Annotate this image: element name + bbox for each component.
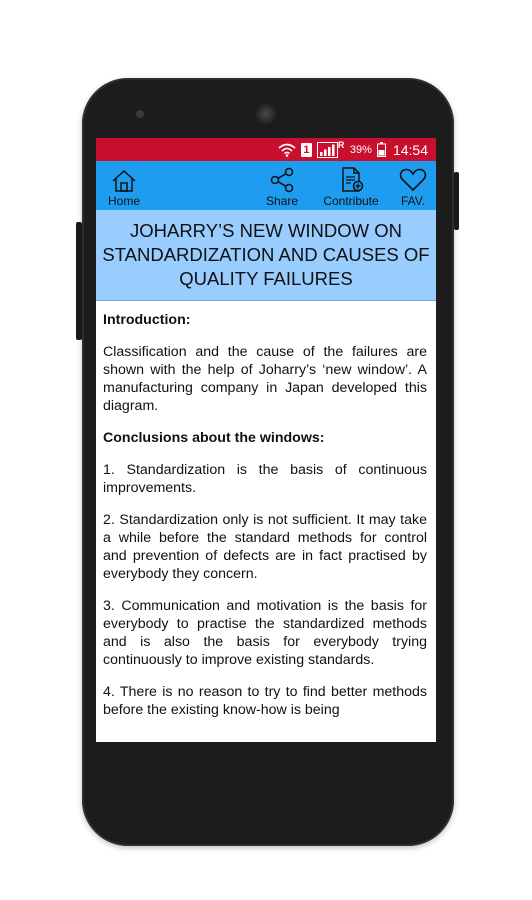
contribute-button[interactable] [318,167,384,208]
fav-label: FAV. [400,194,426,208]
home-label: Home [107,194,140,208]
share-button[interactable] [263,167,301,208]
favorite-button[interactable] [396,167,430,208]
conclusion-point: 4. There is no reason to try to find better methods before the existing know-how is being [103,684,427,718]
toolbar [96,161,436,210]
article-body [103,311,427,733]
earpiece-speaker [256,104,276,124]
front-camera [136,110,144,118]
phone-screen [96,138,436,742]
conclusion-point: 1. Standardization is the basis of continuous improvements. [103,462,427,496]
conclusion-point: 3. Communication and motivation is the basis for everybody to practise the standardized methods and is also the basis for everybody trying continuously to improve existing standards. [103,598,427,668]
contribute-label: Contribute [323,194,379,208]
share-icon [263,167,301,193]
status-bar [96,138,436,161]
title-divider [96,300,436,301]
article-title-banner [96,210,436,300]
intro-heading: Introduction: [103,312,191,328]
article-title: JOHARRY’S NEW WINDOW ON STANDARDIZATION AND CAUSES OF QUALITY FAILURES [102,220,430,289]
home-button[interactable] [106,169,142,208]
share-label: Share [265,194,299,208]
roaming-indicator: R [337,139,345,150]
heart-icon [396,167,430,193]
intro-paragraph: Classification and the cause of the failures are shown with the help of Joharry’s ‘new window’. A manufacturing company in Japan developed this diagram. [103,344,427,414]
home-icon [106,169,142,193]
conclusion-point: 2. Standardization only is not sufficient. It may take a while before the standard methods for control and prevention of defects are in fact practised by everybody they concern. [103,512,427,582]
battery-percent: 39% [349,143,372,156]
status-time: 14:54 [392,141,428,158]
conclusions-heading: Conclusions about the windows: [103,430,325,446]
battery-icon [377,142,386,157]
document-add-icon [318,167,384,193]
power-button [454,172,459,230]
signal-icon [317,139,345,158]
sim-icon: 1 [301,143,312,157]
wifi-icon [278,143,296,157]
volume-button [76,222,82,340]
